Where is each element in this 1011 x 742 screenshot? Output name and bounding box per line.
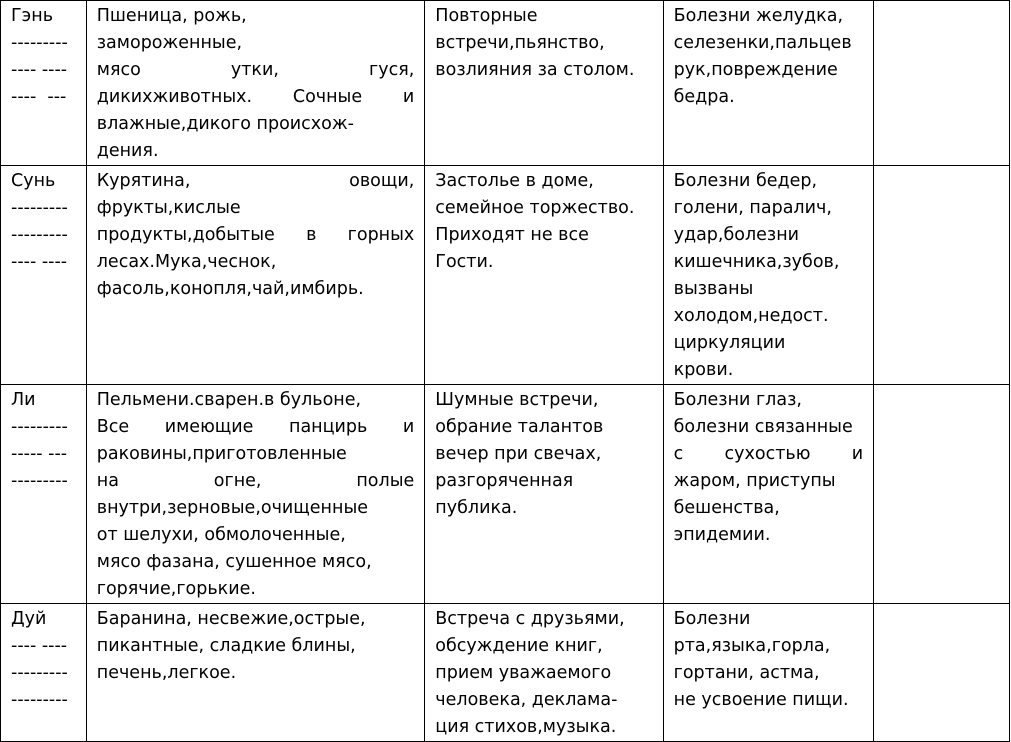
cell-events [425,604,663,742]
cell-line: с сухостью и [673,444,864,464]
cell-line: рук,повреждение [673,60,838,80]
cell-name [1,385,87,604]
cell-events [425,166,663,385]
cell-line: --------- [11,690,68,710]
cell-line: ---- --- [11,87,67,107]
cell-line: Застолье в доме, [435,171,594,191]
cell-empty [874,1,1010,166]
cell-line: --------- [11,417,68,437]
cell-line: от шелухи, обмолоченные, [96,525,346,545]
cell-line: Гости. [435,252,494,272]
cell-line: не усвоение пищи. [673,690,849,710]
cell-line: прием уважаемого [435,663,612,683]
cell-line: --------- [11,225,68,245]
cell-diseases [663,1,873,166]
cell-line: крови. [673,360,734,380]
cell-line: горячие,горькие. [96,579,256,599]
cell-line: встречи,пьянство, [435,33,605,53]
cell-line: --------- [11,198,68,218]
cell-line: ----- --- [11,444,68,464]
cell-line: влажные,дикого происхож- [96,114,354,134]
cell-line: Все имеющие панцирь и [96,417,415,437]
cell-line: рта,языка,горла, [673,636,831,656]
cell-events [425,385,663,604]
cell-line: семейное торжество. [435,198,635,218]
cell-line: продукты,добытые в горных [96,225,415,245]
cell-line: вызваны [673,279,754,299]
cell-line: Гэнь [11,6,54,26]
cell-line: обсуждение книг, [435,636,603,656]
cell-line: жаром, приступы [673,471,836,491]
cell-line: обрание талантов [435,417,604,437]
cell-empty [874,604,1010,742]
cell-line: гортани, астма, [673,663,820,683]
cell-line: вечер при свечах, [435,444,602,464]
cell-name [1,604,87,742]
cell-line: --------- [11,471,68,491]
cell-events [425,1,663,166]
cell-line: ---- ---- [11,252,68,272]
cell-line: человека, деклама- [435,690,618,710]
cell-diseases [663,385,873,604]
cell-line: Болезни глаз, [673,390,802,410]
cell-line: Пельмени.сварен.в бульоне, [96,390,362,410]
cell-line: холодом,недост. [673,306,829,326]
cell-line: пикантные, сладкие блины, [96,636,356,656]
cell-line: фасоль,конопля,чай,имбирь. [96,279,364,299]
cell-line: фрукты,кислые [96,198,241,218]
cell-empty [874,166,1010,385]
cell-line: возлияния за столом. [435,60,635,80]
table-row [1,166,1010,385]
cell-line: Болезни [673,609,751,629]
cell-line: печень,легкое. [96,663,237,683]
cell-line: публика. [435,498,518,518]
cell-line: --------- [11,663,68,683]
cell-line: дения. [96,141,159,161]
cell-diseases [663,604,873,742]
cell-line: разгоряченная [435,471,574,491]
cell-line: Ли [11,390,36,410]
cell-line: дикихживотных. Сочные и [96,87,415,107]
cell-line: ция стихов,музыка. [435,717,617,737]
cell-line: Болезни желудка, [673,6,844,26]
cell-line: Дуй [11,609,47,629]
cell-food [86,166,425,385]
cell-food [86,604,425,742]
cell-name [1,166,87,385]
table-row [1,385,1010,604]
cell-line: Приходят не все [435,225,589,245]
cell-diseases [663,166,873,385]
cell-line: Пшеница, рожь, [96,6,247,26]
table-row [1,1,1010,166]
cell-line: на огне, полые [96,471,415,491]
cell-line: эпидемии. [673,525,771,545]
cell-line: лесах.Мука,чеснок, [96,252,277,272]
cell-line: мясо фазана, сушенное мясо, [96,552,372,572]
cell-line: внутри,зерновые,очищенные [96,498,369,518]
table-row [1,604,1010,742]
cell-line: Курятина, овощи, [96,171,415,191]
cell-line: ---- ---- [11,60,68,80]
cell-food [86,385,425,604]
cell-line: циркуляции [673,333,786,353]
cell-name [1,1,87,166]
cell-line: Шумные встречи, [435,390,599,410]
cell-line: селезенки,пальцев [673,33,852,53]
cell-line: ---- ---- [11,636,68,656]
cell-line: Болезни бедер, [673,171,818,191]
cell-empty [874,385,1010,604]
cell-line: бешенства, [673,498,780,518]
cell-line: замороженные, [96,33,243,53]
cell-line: Встреча с друзьями, [435,609,625,629]
cell-line: кишечника,зубов, [673,252,840,272]
cell-line: бедра. [673,87,735,107]
cell-line: Баранина, несвежие,острые, [96,609,366,629]
cell-line: Сунь [11,171,56,191]
cell-line: удар,болезни [673,225,800,245]
cell-line: Повторные [435,6,538,26]
cell-line: болезни связанные [673,417,853,437]
cell-food [86,1,425,166]
cell-line: голени, паралич, [673,198,832,218]
cell-line: раковины,приготовленные [96,444,347,464]
cell-line: --------- [11,33,68,53]
cell-line: мясо утки, гуся, [96,60,415,80]
